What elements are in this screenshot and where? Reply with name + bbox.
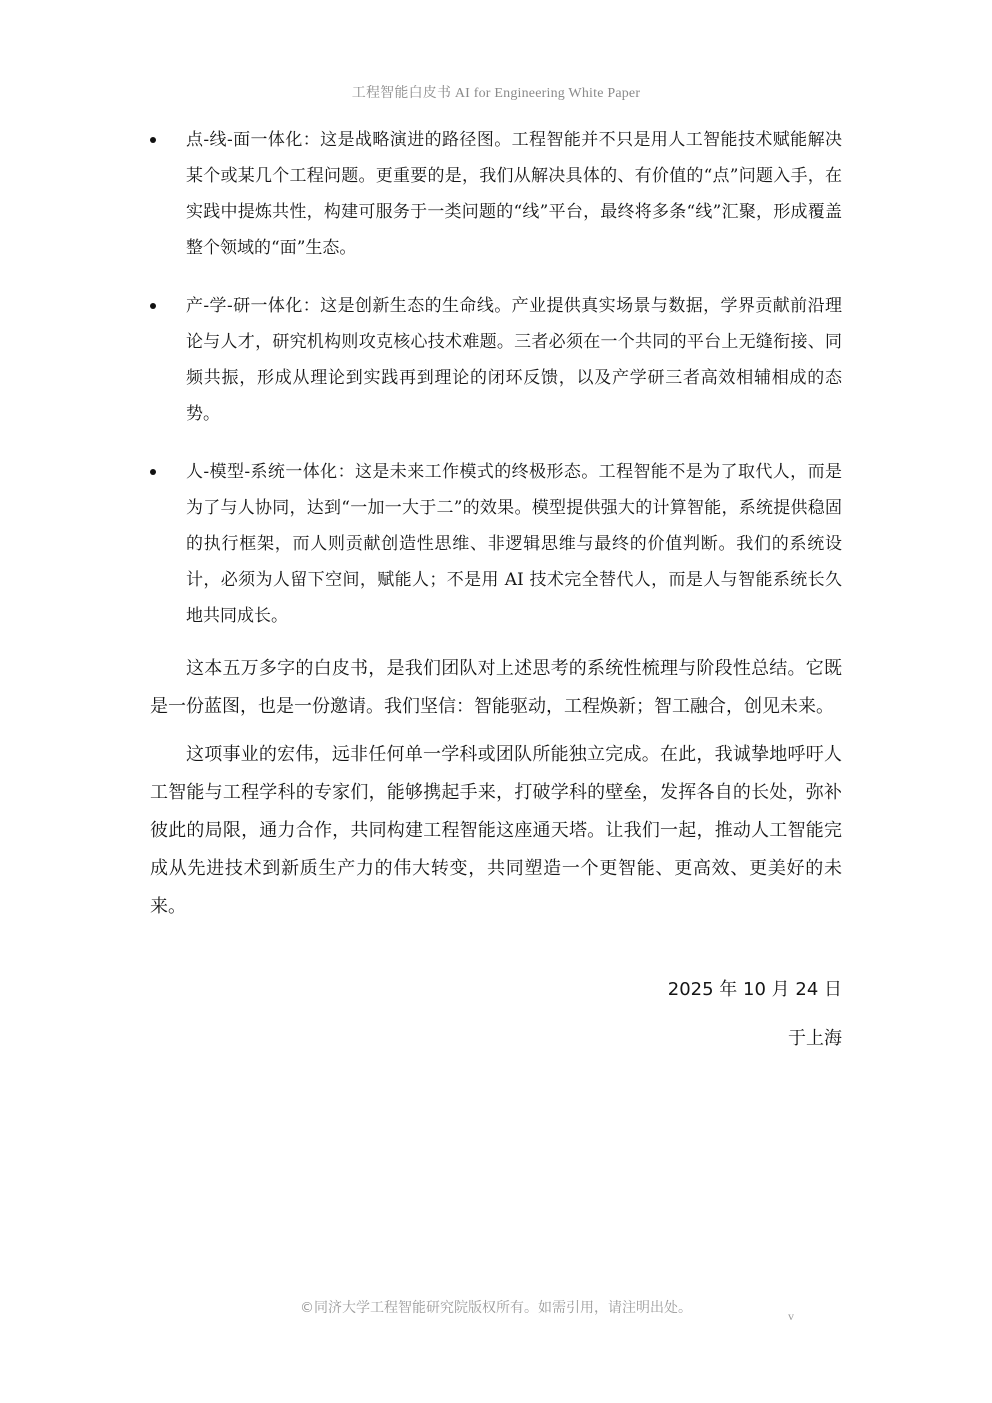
list-item-point-line-surface (150, 122, 842, 266)
page-number: v (788, 1309, 794, 1323)
body-paragraph-call-to-action: 这项事业的宏伟，远非任何单一学科或团队所能独立完成。在此，我诚挚地呼吁人工智能与工程学科的专家们，能够携起手来，打破学科的壁垒，发挥各自的长处，弥补彼此的局限，通力合作，共同构建工程智能这座通天塔。让我们一起，推动人工智能完成从先进技术到新质生产力的伟大转变，共同塑造一个更智能、更高效、更美好的未来。 (150, 744, 842, 917)
list-item-text: 点-线-面一体化：这是战略演进的路径图。工程智能并不只是用人工智能技术赋能解决某个或某几个工程问题。更重要的是，我们从解决具体的、有价值的“点”问题入手，在实践中提炼共性，构建可服务于一类问题的“线”平台，最终将多条“线”汇聚，形成覆盖整个领域的“面”生态。 (186, 130, 842, 258)
main-content (150, 122, 842, 936)
bullet-icon (150, 469, 156, 475)
body-paragraph-summary: 这本五万多字的白皮书，是我们团队对上述思考的系统性梳理与阶段性总结。它既是一份蓝图，也是一份邀请。我们坚信：智能驱动，工程焕新；智工融合，创见未来。 (150, 658, 842, 717)
list-item-human-model-system (150, 454, 842, 634)
copyright-footer: ©同济大学工程智能研究院版权所有。如需引用，请注明出处。 (300, 1300, 692, 1316)
signature-place: 于上海 (788, 1028, 842, 1049)
principles-list (150, 122, 842, 634)
bullet-icon (150, 303, 156, 309)
signature-date: 2025 年 10 月 24 日 (667, 979, 842, 1000)
bullet-icon (150, 137, 156, 143)
list-item-industry-academia-research (150, 288, 842, 432)
list-item-text: 产-学-研一体化：这是创新生态的生命线。产业提供真实场景与数据，学界贡献前沿理论与人才，研究机构则攻克核心技术难题。三者必须在一个共同的平台上无缝衔接、同频共振，形成从理论到实践再到理论的闭环反馈，以及产学研三者高效相辅相成的态势。 (186, 296, 842, 424)
page-header: 工程智能白皮书 AI for Engineering White Paper (351, 86, 641, 101)
list-item-text: 人-模型-系统一体化：这是未来工作模式的终极形态。工程智能不是为了取代人，而是为了与人协同，达到“一加一大于二”的效果。模型提供强大的计算智能，系统提供稳固的执行框架，而人则贡献创造性思维、非逻辑思维与最终的价值判断。我们的系统设计，必须为人留下空间，赋能人；不是用 AI 技术完全替代人，而是人与智能系统长久地共同成长。 (186, 462, 842, 626)
